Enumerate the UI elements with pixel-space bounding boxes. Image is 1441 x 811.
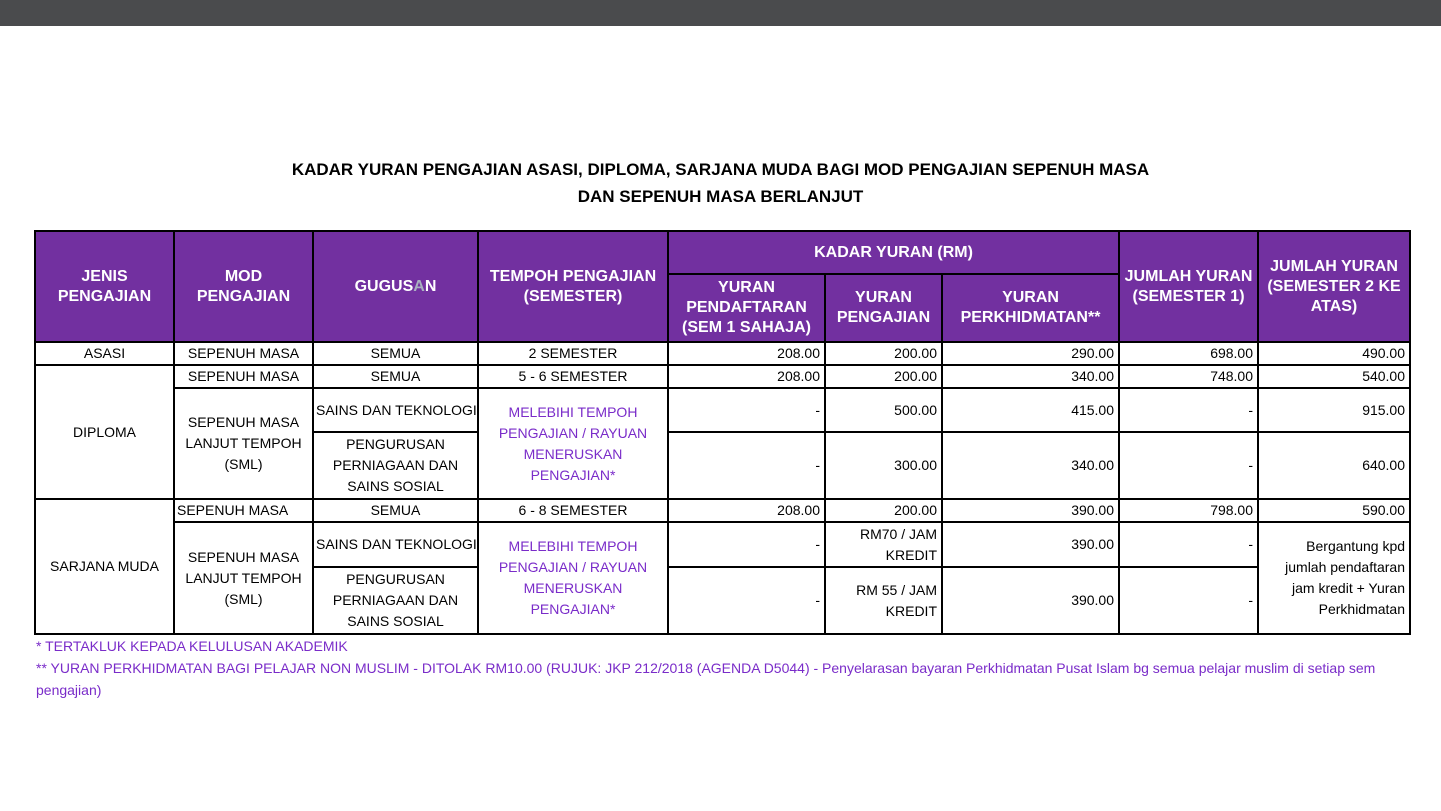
- table-row: [35, 365, 1410, 388]
- header-pendaftaran: YURAN PENDAFTARAN (SEM 1 SAHAJA): [668, 274, 825, 342]
- cell-jumlah-sem1: -: [1119, 388, 1258, 432]
- cell-tempoh: 2 SEMESTER: [478, 342, 668, 365]
- cell-gugusan: PENGURUSAN PERNIAGAAN DAN SAINS SOSIAL: [313, 567, 478, 634]
- cell-jumlah-sem2: 490.00: [1258, 342, 1410, 365]
- cell-pengajian: 300.00: [825, 432, 942, 499]
- header-kadar: KADAR YURAN (RM): [668, 231, 1119, 274]
- cell-pendaftaran: 208.00: [668, 499, 825, 522]
- header-perkhidmatan: YURAN PERKHIDMATAN**: [942, 274, 1119, 342]
- cell-jumlah-sem2-note: Bergantung kpd jumlah pendaftaran jam kredit + Yuran Perkhidmatan: [1258, 522, 1410, 634]
- cell-jumlah-sem1: -: [1119, 522, 1258, 567]
- cell-tempoh-sml: MELEBIHI TEMPOH PENGAJIAN / RAYUAN MENERUSKAN PENGAJIAN*: [478, 522, 668, 634]
- cell-mod: SEPENUH MASA: [174, 342, 313, 365]
- cell-pengajian: 500.00: [825, 388, 942, 432]
- cell-mod: SEPENUH MASA: [174, 365, 313, 388]
- cell-mod-sml: SEPENUH MASA LANJUT TEMPOH (SML): [174, 388, 313, 499]
- cell-pendaftaran: -: [668, 388, 825, 432]
- table-row: [35, 499, 1410, 522]
- cell-gugusan: SEMUA: [313, 365, 478, 388]
- cell-jumlah-sem2: 540.00: [1258, 365, 1410, 388]
- top-toolbar-bar: [0, 0, 1441, 26]
- cell-perkhidmatan: 290.00: [942, 342, 1119, 365]
- cell-tempoh-sml: MELEBIHI TEMPOH PENGAJIAN / RAYUAN MENERUSKAN PENGAJIAN*: [478, 388, 668, 499]
- table-row: [35, 522, 1410, 567]
- cell-jumlah-sem1: -: [1119, 432, 1258, 499]
- page-title: [0, 156, 1441, 210]
- cell-pendaftaran: 208.00: [668, 365, 825, 388]
- cell-perkhidmatan: 390.00: [942, 522, 1119, 567]
- cell-pengajian: 200.00: [825, 342, 942, 365]
- cell-gugusan: SEMUA: [313, 499, 478, 522]
- header-jumlah-sem2: JUMLAH YURAN (SEMESTER 2 KE ATAS): [1258, 231, 1410, 342]
- cell-pendaftaran: -: [668, 432, 825, 499]
- cell-tempoh: 6 - 8 SEMESTER: [478, 499, 668, 522]
- cell-jumlah-sem2: 640.00: [1258, 432, 1410, 499]
- cell-jenis: ASASI: [35, 342, 174, 365]
- table-row: [35, 388, 1410, 432]
- cell-jenis: SARJANA MUDA: [35, 499, 174, 634]
- header-jumlah-sem1: JUMLAH YURAN (SEMESTER 1): [1119, 231, 1258, 342]
- footnotes: [36, 635, 1416, 701]
- cell-pengajian: RM70 / JAM KREDIT: [825, 522, 942, 567]
- header-pengajian: YURAN PENGAJIAN: [825, 274, 942, 342]
- cell-mod-sml: SEPENUH MASA LANJUT TEMPOH (SML): [174, 522, 313, 634]
- cell-gugusan: SAINS DAN TEKNOLOGI: [313, 388, 478, 432]
- cell-pendaftaran: -: [668, 567, 825, 634]
- header-jenis: JENIS PENGAJIAN: [35, 231, 174, 342]
- header-tempoh: TEMPOH PENGAJIAN (SEMESTER): [478, 231, 668, 342]
- footnote-1: * TERTAKLUK KEPADA KELULUSAN AKADEMIK: [36, 638, 348, 654]
- cell-perkhidmatan: 390.00: [942, 499, 1119, 522]
- header-gugusan: GUGUSAN: [313, 231, 478, 342]
- cell-perkhidmatan: 340.00: [942, 432, 1119, 499]
- cell-mod: SEPENUH MASA: [174, 499, 313, 522]
- cell-gugusan: SEMUA: [313, 342, 478, 365]
- cell-tempoh: 5 - 6 SEMESTER: [478, 365, 668, 388]
- cell-perkhidmatan: 415.00: [942, 388, 1119, 432]
- cell-jumlah-sem1: 748.00: [1119, 365, 1258, 388]
- cell-perkhidmatan: 390.00: [942, 567, 1119, 634]
- cell-jumlah-sem1: -: [1119, 567, 1258, 634]
- cell-jenis: DIPLOMA: [35, 365, 174, 499]
- cell-gugusan: SAINS DAN TEKNOLOGI: [313, 522, 478, 567]
- title-line-2: DAN SEPENUH MASA BERLANJUT: [577, 187, 864, 206]
- cell-jumlah-sem1: 698.00: [1119, 342, 1258, 365]
- cell-pengajian: 200.00: [825, 499, 942, 522]
- title-line-1: KADAR YURAN PENGAJIAN ASASI, DIPLOMA, SARJANA MUDA BAGI MOD PENGAJIAN SEPENUH MASA: [291, 160, 1150, 179]
- cell-perkhidmatan: 340.00: [942, 365, 1119, 388]
- fee-table: [34, 230, 1411, 635]
- cell-pengajian: 200.00: [825, 365, 942, 388]
- table-row: [35, 342, 1410, 365]
- cell-pendaftaran: -: [668, 522, 825, 567]
- cell-pengajian: RM 55 / JAM KREDIT: [825, 567, 942, 634]
- header-mod: MOD PENGAJIAN: [174, 231, 313, 342]
- cell-jumlah-sem1: 798.00: [1119, 499, 1258, 522]
- footnote-2: ** YURAN PERKHIDMATAN BAGI PELAJAR NON MUSLIM - DITOLAK RM10.00 (RUJUK: JKP 212/2018 (AGENDA D5044) - Penyelarasan bayaran Perkhidmatan Pusat Islam bg semua pelajar muslim di setiap sem pengajian): [36, 660, 1376, 698]
- cell-pendaftaran: 208.00: [668, 342, 825, 365]
- cell-jumlah-sem2: 590.00: [1258, 499, 1410, 522]
- cell-jumlah-sem2: 915.00: [1258, 388, 1410, 432]
- cell-gugusan: PENGURUSAN PERNIAGAAN DAN SAINS SOSIAL: [313, 432, 478, 499]
